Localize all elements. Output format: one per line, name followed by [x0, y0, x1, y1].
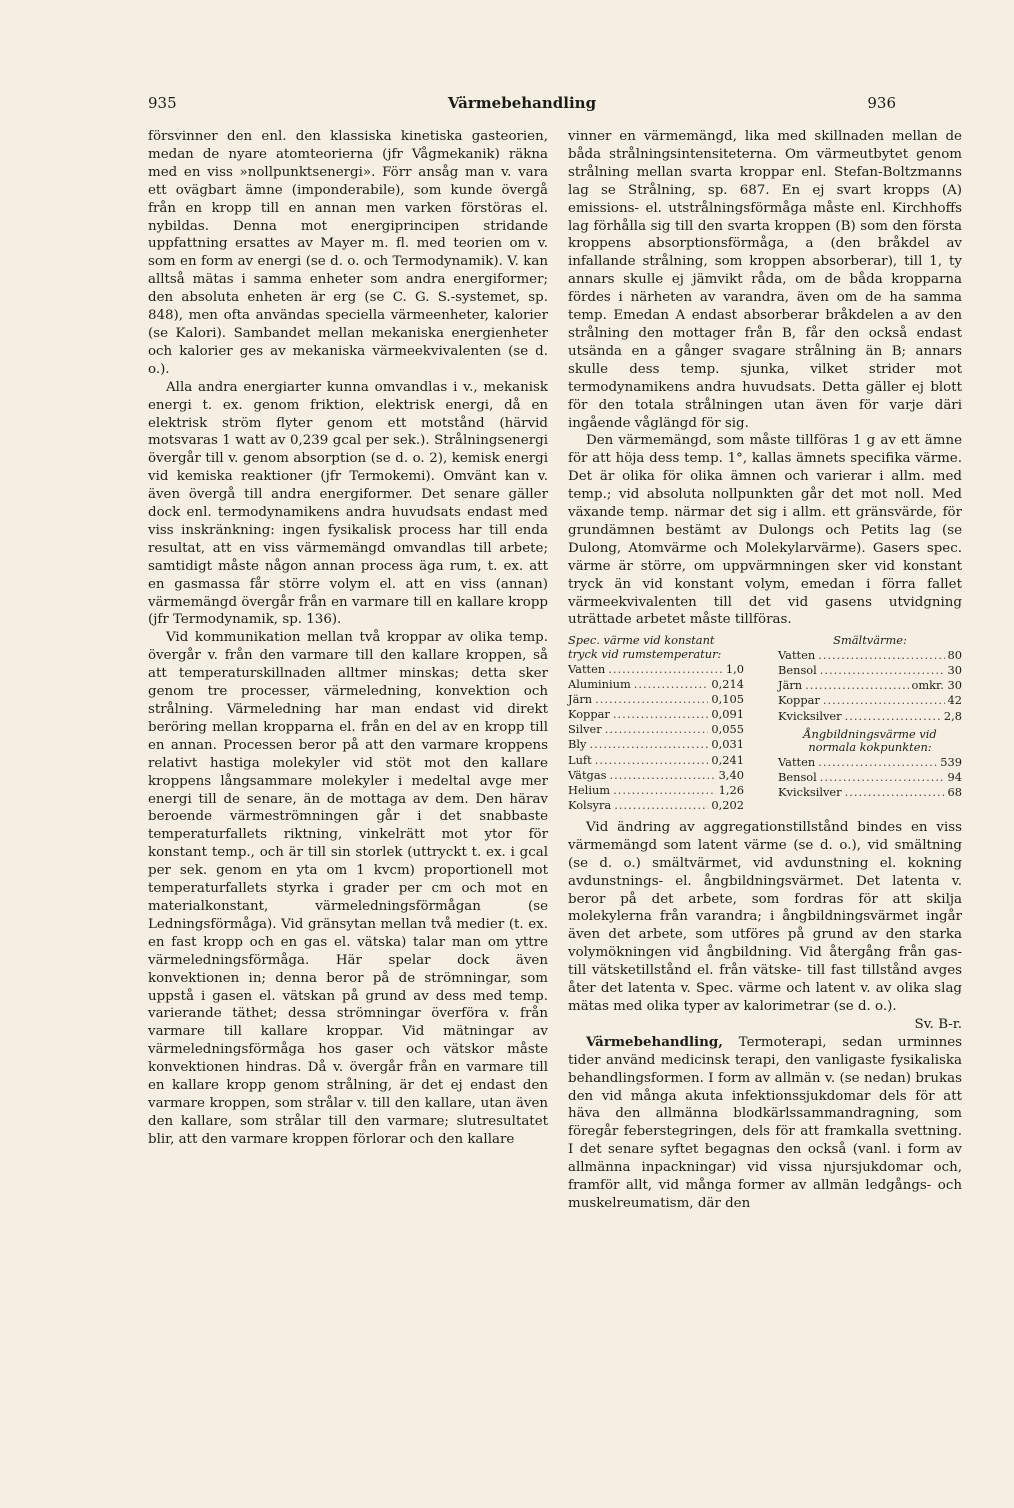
table-row	[568, 753, 744, 768]
paragraph: Vid kommunikation mellan två kroppar av olika temp. övergår v. från den varmare till den kallare kroppen, så att temperaturskillnaden alltmer minskas; detta sker genom tre processer, värmeledning, konvektion och strålning. Värmeledning har man endast vid direkt beröring mellan kropparna el. från en del av en kropp till en annan. Processen beror på att den varmare kroppens relativt hastiga molekyler vid stöt mot den kallare kroppens långsammare molekyler i medeltal avge mer energi till de senare, än de mottaga av dem. Den härav beroende värmeströmningen går i det snabbaste temperaturfallets riktning, vinkelrätt mot ytor för konstant temp., och är till sin storlek (uttryckt t. ex. i gcal per sek. genom en yta om 1 kvcm) proportionell mot temperaturfallets styrka i grader per cm och mot en materialkonstant, värmeledningsförmågan (se Ledningsförmåga). Vid gränsytan mellan två medier (t. ex. en fast kropp och en gas el. vätska) talar man om yttre värmeledningsförmåga. Här spelar dock även konvektionen in; denna beror på de strömningar, som uppstå i gasen el. vätskan på grund av dess med temp. varierande täthet; dessa strömningar överföra v. från varmare till kallare kroppar. Vid mätningar av värmeledningsförmåga hos gaser och vätskor måste konvektionen hindras. Då v. övergår från en varmare till en kallare kropp genom strålning, är det ej endast den varmare kroppen, som strålar v. till den kallare, utan även den kallare, som strålar till den varmare; slutresultatet blir, att den varmare kroppen förlorar och den kallare	[148, 630, 548, 1147]
row-label: Koppar	[568, 707, 610, 722]
dot-leader	[609, 768, 715, 783]
right-column	[568, 128, 962, 1213]
row-label: Järn	[778, 678, 803, 693]
paragraph: vinner en värmemängd, lika med skillnaden mellan de båda strålningsintensiteterna. Om värmeutbytet genom strålning mellan svarta kroppar enl. Stefan-Boltzmanns lag se Strålning, sp. 687. En ej svart kropps (A) emissions- el. utstrålningsförmåga måste enl. Kirchhoffs lag förhålla sig till den svarta kroppen (B) som den första kroppens absorptionsförmåga, a (den bråkdel av infallande strålning, som kroppen absorberar), till 1, ty annars skulle ej jämvikt råda, om de båda kropparna fördes i närheten av varandra, även om de ha samma temp. Emedan A endast absorberar bråkdelen a av den strålning den mottager från B, får den också endast utsända en a gånger svagare strålning än B; annars skulle dess temp. sjunka, vilket strider mot termodynamikens andra huvudsats. Detta gäller ej blott för den totala strålningen utan även för varje däri ingående våglängd för sig.	[568, 129, 962, 431]
dot-leader	[613, 783, 716, 798]
row-label: Vätgas	[568, 767, 607, 782]
row-value: 3,40	[718, 767, 744, 782]
page-number-left: 935	[148, 94, 177, 112]
table-row	[568, 737, 744, 752]
dot-leader	[595, 692, 708, 707]
table-row	[568, 707, 744, 722]
table-heading: Smältvärme:	[833, 633, 907, 648]
dot-leader	[605, 722, 709, 737]
page-header	[148, 94, 896, 116]
dot-leader	[818, 755, 937, 770]
row-value: 68	[947, 785, 962, 800]
dot-leader	[608, 662, 723, 677]
row-value: 94	[947, 770, 962, 785]
paragraph: Vid ändring av aggregationstillstånd bindes en viss värmemängd som latent värme (se d. o.), vid smältning (se d. o.) smältvärmet, vid avdunstning el. kokning avdunstnings- el. ångbildningsvärmet. Det latenta v. beror på det arbete, som fordras för att skilja molekylerna från varandra; i ångbildningsvärmet ingår även det arbete, som utföres på grund av den starka volymökningen vid ångbildning. Vid återgång från gas- till vätsketillstånd el. från vätske- till fast tillstånd avges åter det latenta v. Spec. värme och latent v. av olika slag mätas med olika typer av kalorimetrar (se d. o.).	[568, 819, 962, 1014]
paragraph: försvinner den enl. den klassiska kinetiska gasteorien, medan de nyare atomteorierna (jfr Vågmekanik) räkna med en viss »nollpunktsenergi». Förr ansåg man v. vara ett ovägbart ämne (imponderabile), som kunde övergå från en kropp till en annan men varken förstöras el. nybildas. Denna mot energiprincipen stridande uppfattning ersattes av Mayer m. fl. med teorien om v. som en form av energi (se d. o. och Termodynamik). V. kan alltså mätas i samma enheter som andra energiformer; den absoluta enheten är erg (se C. G. S.-systemet, sp. 848), men ofta användas speciella värmeenheter, kalorier (se Kalori). Sambandet mellan mekaniska energienheter och kalorier ges av mekaniska värmeekvivalenten (se d. o.).	[148, 129, 548, 377]
table-row	[778, 755, 962, 770]
row-label: Luft	[568, 752, 592, 767]
table-heading: Ångbildningsvärme vid normala kokpunkten:	[803, 726, 937, 755]
row-label: Vatten	[568, 661, 606, 676]
table-row	[568, 692, 744, 707]
table-row	[778, 770, 962, 785]
entry-text: Termoterapi, sedan urminnes tider använd medicinsk terapi, den vanligaste fysikaliska behandlingsformen. I form av allmän v. (se nedan) brukas den vid många akuta infektionssjukdomar dels för att häva den allmänna blodkärlssammandragning, som föregår feberstegringen, dels för att framkalla svettning. I det senare syftet begagnas den också (vanl. i form av allmänna inpackningar) vid vissa njursjukdomar och, framför allt, vid många former av allmän ledgångs- och muskelreumatism, där den	[568, 1034, 962, 1211]
dot-leader	[818, 648, 944, 663]
row-value: 80	[947, 648, 962, 663]
row-value: 42	[947, 693, 962, 708]
table-row	[568, 677, 744, 692]
left-column	[148, 128, 548, 1149]
row-value: 0,105	[711, 692, 744, 707]
dot-leader	[845, 785, 945, 800]
row-label: Bensol	[778, 663, 817, 678]
row-value: 0,031	[711, 737, 744, 752]
table-heading: Spec. värme vid konstant tryck vid rumstemperatur:	[568, 633, 722, 662]
table-row	[568, 722, 744, 737]
row-value: 0,091	[711, 707, 744, 722]
table-row	[778, 663, 962, 678]
row-value: 539	[940, 755, 962, 770]
paragraph: Den värmemängd, som måste tillföras 1 g av ett ämne för att höja dess temp. 1°, kallas ämnets specifika värme. Det är olika för olika ämnen och varierar i allm. med temp.; vid absoluta nollpunkten går det mot noll. Med växande temp. närmar det sig i allm. ett gränsvärde, för grundämnen bestämt av Dulongs och Petits lag (se Dulong, Atomvärme och Molekylarvärme). Gasers spec. värme är större, om uppvärmningen sker vid konstant tryck än vid konstant volym, emedan i förra fallet värmeekvivalenten till det vid gasens utvidgning uträttade arbetet måste tillföras.	[568, 433, 962, 628]
table-row	[568, 768, 744, 783]
row-label: Kolsyra	[568, 797, 612, 812]
entry-paragraph	[568, 1034, 962, 1213]
dot-leader	[820, 663, 945, 678]
dot-leader	[634, 677, 709, 692]
row-value: omkr. 30	[911, 678, 962, 693]
dot-leader	[613, 707, 709, 722]
table-row	[568, 798, 744, 813]
dot-leader	[805, 678, 908, 693]
table-row	[778, 785, 962, 800]
running-title: Värmebehandling	[447, 94, 597, 112]
data-tables	[568, 634, 962, 813]
row-label: Kvicksilver	[778, 708, 842, 723]
row-label: Vatten	[778, 648, 816, 663]
row-label: Bensol	[778, 770, 817, 785]
row-label: Bly	[568, 737, 587, 752]
row-value: 30	[947, 663, 962, 678]
row-value: 1,0	[725, 661, 744, 676]
latent-heat-tables	[778, 634, 962, 813]
table-row	[778, 693, 962, 708]
table-row	[778, 709, 962, 724]
paragraph: Alla andra energiarter kunna omvandlas i v., mekanisk energi t. ex. genom friktion, elektrisk energi, då en elektrisk ström flyter genom ett motstånd (härvid motsvaras 1 watt av 0,239 gcal per sek.). Strålningsenergi övergår till v. genom absorption (se d. o. 2), kemisk energi vid kemiska reaktioner (jfr Termokemi). Omvänt kan v. även övergå till andra energiformer. Det senare gäller dock enl. termodynamikens andra huvudsats endast med viss inskränkning: ingen fysikalisk process har till enda resultat, att en viss värmemängd omvandlas till arbete; samtidigt måste någon annan process äga rum, t. ex. att en gasmassa får större volym el. att en viss (annan) värmemängd övergår från en varmare till en kallare kropp (jfr Termodynamik, sp. 136).	[148, 379, 548, 628]
dot-leader	[614, 798, 708, 813]
specific-heat-table	[568, 634, 744, 813]
row-label: Vatten	[778, 755, 816, 770]
page-number-right: 936	[867, 94, 896, 112]
author-signature: Sv. B-r.	[914, 1016, 962, 1032]
row-value: 0,202	[711, 797, 744, 812]
table-row	[568, 783, 744, 798]
row-label: Aluminium	[568, 677, 631, 692]
row-label: Koppar	[778, 693, 820, 708]
row-label: Helium	[568, 782, 611, 797]
row-value: 0,241	[711, 752, 744, 767]
table-row	[568, 662, 744, 677]
dot-leader	[823, 693, 945, 708]
table-row	[778, 678, 962, 693]
row-value: 0,055	[711, 722, 744, 737]
entry-headword: Värmebehandling,	[586, 1033, 723, 1050]
row-value: 2,8	[943, 708, 962, 723]
table-row	[778, 648, 962, 663]
row-label: Kvicksilver	[778, 785, 842, 800]
dot-leader	[589, 737, 708, 752]
dot-leader	[820, 770, 945, 785]
row-label: Silver	[568, 722, 602, 737]
row-label: Järn	[568, 692, 593, 707]
dot-leader	[595, 753, 709, 768]
dot-leader	[845, 709, 941, 724]
row-value: 0,214	[711, 677, 744, 692]
row-value: 1,26	[718, 782, 744, 797]
